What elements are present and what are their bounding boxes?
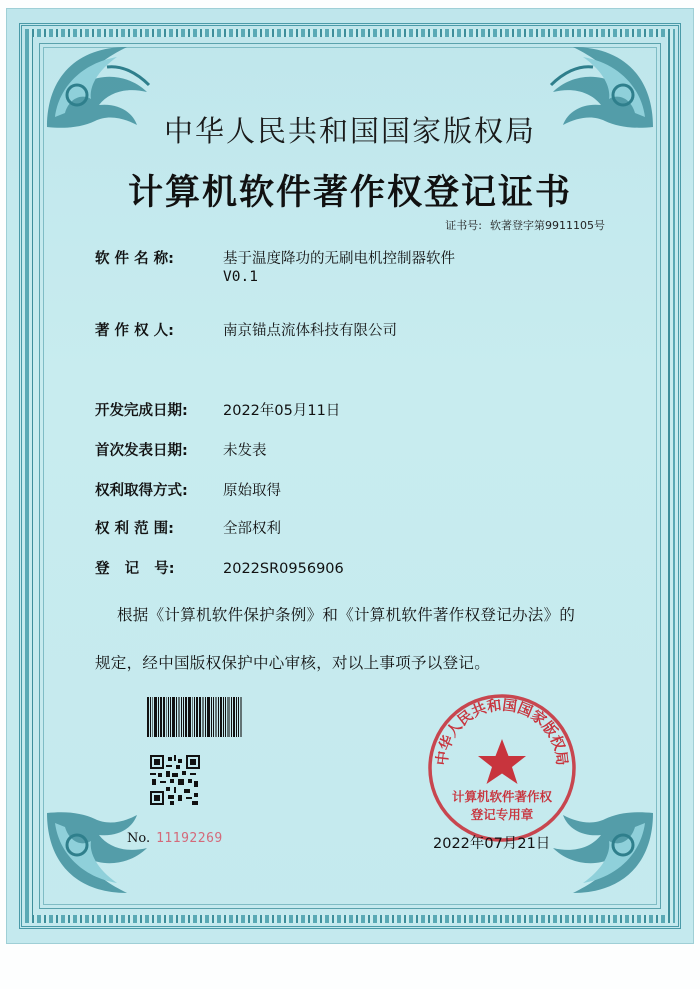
- software-version-value: V0.1: [223, 269, 258, 285]
- seal-text-line-2: 登记专用章: [470, 807, 534, 822]
- corner-ornament-icon: [37, 803, 167, 903]
- acquisition-row: [95, 479, 281, 500]
- scope-row: [95, 517, 281, 538]
- certificate-number-label: 证书号:: [445, 219, 482, 232]
- completion-date-row: [95, 399, 340, 420]
- software-name-value: 基于温度降功的无刷电机控制器软件: [223, 251, 455, 267]
- completion-date-value: 2022年05月11日: [223, 403, 341, 419]
- scope-value: 全部权利: [223, 521, 281, 537]
- owner-value: 南京锚点流体科技有限公司: [223, 323, 397, 339]
- seal-arc-text: 中华人民共和国国家版权局: [434, 697, 570, 767]
- registration-number-label: 登 记 号:: [95, 561, 175, 577]
- certificate-number-value: 软著登字第9911105号: [490, 219, 605, 232]
- star-icon: [478, 739, 526, 784]
- publish-date-value: 未发表: [223, 443, 267, 459]
- serial-number-prefix: No.: [127, 831, 151, 846]
- publish-date-label: 首次发表日期:: [95, 443, 188, 459]
- issuing-authority: 中华人民共和国国家版权局: [163, 114, 536, 148]
- certificate-number: [445, 217, 605, 233]
- serial-number-value: 11192269: [156, 831, 223, 846]
- registration-number-value: 2022SR0956906: [223, 561, 344, 577]
- owner-row: [95, 319, 397, 340]
- acquisition-label: 权利取得方式:: [95, 483, 188, 499]
- certificate: [6, 8, 694, 944]
- software-name-label: 软 件 名 称:: [95, 251, 174, 267]
- qr-code-icon: [150, 755, 200, 805]
- registration-number-row: [95, 557, 344, 578]
- certificate-title: 计算机软件著作权登记证书: [127, 172, 572, 213]
- completion-date-label: 开发完成日期:: [95, 403, 188, 419]
- issue-date: 2022年07月21日: [433, 836, 551, 852]
- publish-date-row: [95, 439, 267, 460]
- barcode-icon: [147, 697, 243, 737]
- serial-number: [127, 831, 223, 846]
- official-seal: [425, 691, 579, 845]
- statement-line-2: 规定，经中国版权保护中心审核，对以上事项予以登记。: [95, 654, 491, 672]
- statement-line-1: 根据《计算机软件保护条例》和《计算机软件著作权登记办法》的: [117, 606, 576, 624]
- scope-label: 权 利 范 围:: [95, 521, 174, 537]
- software-name-row: [95, 247, 455, 285]
- owner-label: 著 作 权 人:: [95, 323, 174, 339]
- seal-text-line-1: 计算机软件著作权: [451, 789, 552, 804]
- acquisition-value: 原始取得: [223, 483, 281, 499]
